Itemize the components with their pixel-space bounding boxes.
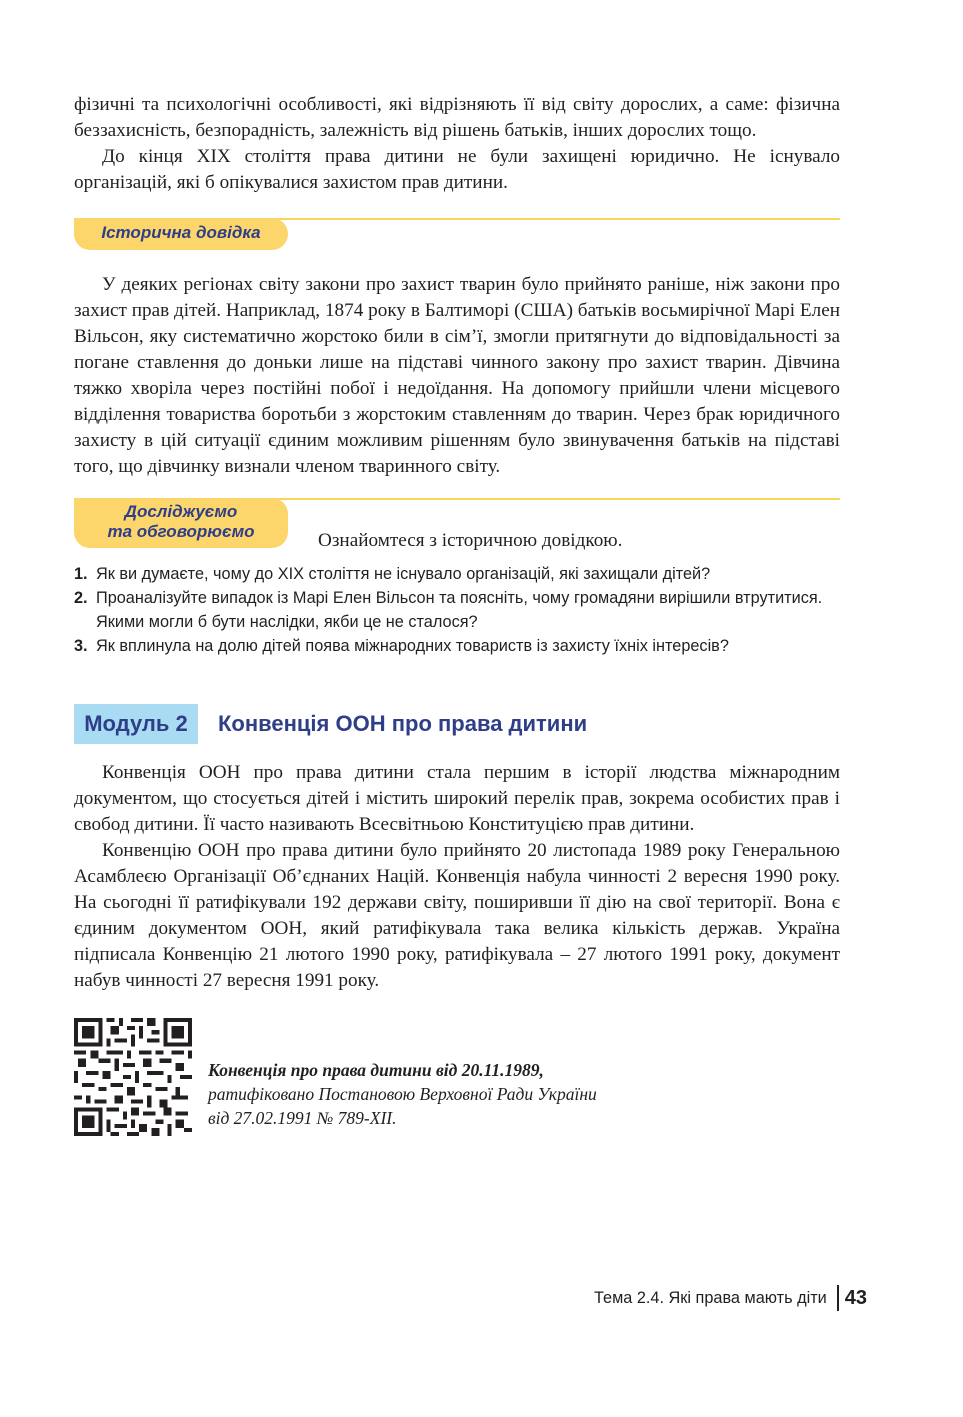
historical-note-text: У деяких регіонах світу закони про захист тварин було прийнято раніше, ніж закони про захист прав дітей. Наприклад, 1874 року в Балтиморі (США) батьків восьмирічної Марі Елен Вільсон, яку систематично жорстоко били в сім’ї, змогли притягнути до відповідальності за погане ставлення до доньки лише на підставі чинного закону про захист тварин. Дівчина тяжко хворіла через постійні побої і недоїдання. На допомогу прийшли члени місцевого відділення товариства боротьби з жорстоким ставленням до тварин. Через брак юридичного захисту в цій ситуації єдиним можливим рішенням було звинувачення батьків на підставі того, що дівчинку визнали членом тваринного світу. (74, 274, 840, 477)
module-paragraph-2: Конвенцію ООН про права дитини було прийнято 20 листопада 1989 року Генеральною Асамблеєю Організації Об’єднаних Націй. Конвенція набула чинності 2 вересня 1990 року. На сьогодні її ратифікували 192 держави світу, поширивши її дію на свої території. Вона є єдиним документом ООН, який ратифікувала така велика кількість держав. Україна підписала Конвенцію 21 лютого 1990 року, ратифікувала – 27 лютого 1991 року, документ набув чинності 27 вересня 1991 року. (74, 840, 840, 991)
intro-paragraph-1: фізичні та психологічні особливості, які відрізняють її від світу дорослих, а саме: фізична беззахисність, безпорадність, залежність від рішень батьків, інших дорослих тощо. (74, 94, 840, 141)
page-footer (594, 1284, 867, 1312)
discussion-label-line-1: Досліджуємо (124, 502, 238, 521)
intro-paragraph-2: До кінця XIX століття права дитини не були захищені юридично. Не існувало організацій, які б опікувалися захистом прав дитини. (74, 146, 840, 193)
qr-reference (74, 1018, 840, 1140)
historical-note-label: Історична довідка (74, 218, 288, 250)
module-title: Конвенція ООН про права дитини (218, 711, 588, 736)
list-item: 1. Як ви думаєте, чому до XIX століття не існувало організацій, які захищали дітей? (74, 565, 711, 583)
qr-caption-title: Конвенція про права дитини від 20.11.1989, (208, 1060, 544, 1080)
list-item: 3. Як вплинула на долю дітей поява міжнародних товариств із захисту їхніх інтересів? (74, 637, 729, 655)
discussion-label (74, 498, 288, 548)
page-number: 43 (844, 1286, 867, 1309)
module-paragraph-1: Конвенція ООН про права дитини стала першим в історії людства міжнародним документом, що стосується дітей і містить широкий перелік прав, зокрема особистих прав і свобод дитини. Її часто називають Всесвітньою Конституцією прав дитини. (74, 762, 840, 835)
qr-code-icon[interactable] (74, 1018, 192, 1136)
historical-note-header (74, 218, 840, 252)
module-header (74, 704, 840, 744)
page-content (74, 92, 840, 1140)
footer-topic: Тема 2.4. Які права мають діти (593, 1288, 827, 1307)
module-tag: Модуль 2 (74, 704, 198, 744)
qr-caption-line-3: від 27.02.1991 № 789-XII. (208, 1108, 397, 1128)
footer-separator (837, 1285, 839, 1311)
discussion-header (74, 498, 840, 554)
discussion-questions (74, 562, 840, 658)
list-item: 2. Проаналізуйте випадок із Марі Елен Вільсон та поясніть, чому громадяни вирішили втрутитися. Якими могли б бути наслідки, якби це не сталося? (74, 589, 823, 631)
qr-caption-line-2: ратифіковано Постановою Верховної Ради України (208, 1084, 597, 1104)
qr-caption (208, 1058, 768, 1130)
discussion-prompt: Ознайомтеся з історичною довідкою. (318, 530, 623, 551)
discussion-label-line-2: та обговорюємо (107, 522, 255, 541)
